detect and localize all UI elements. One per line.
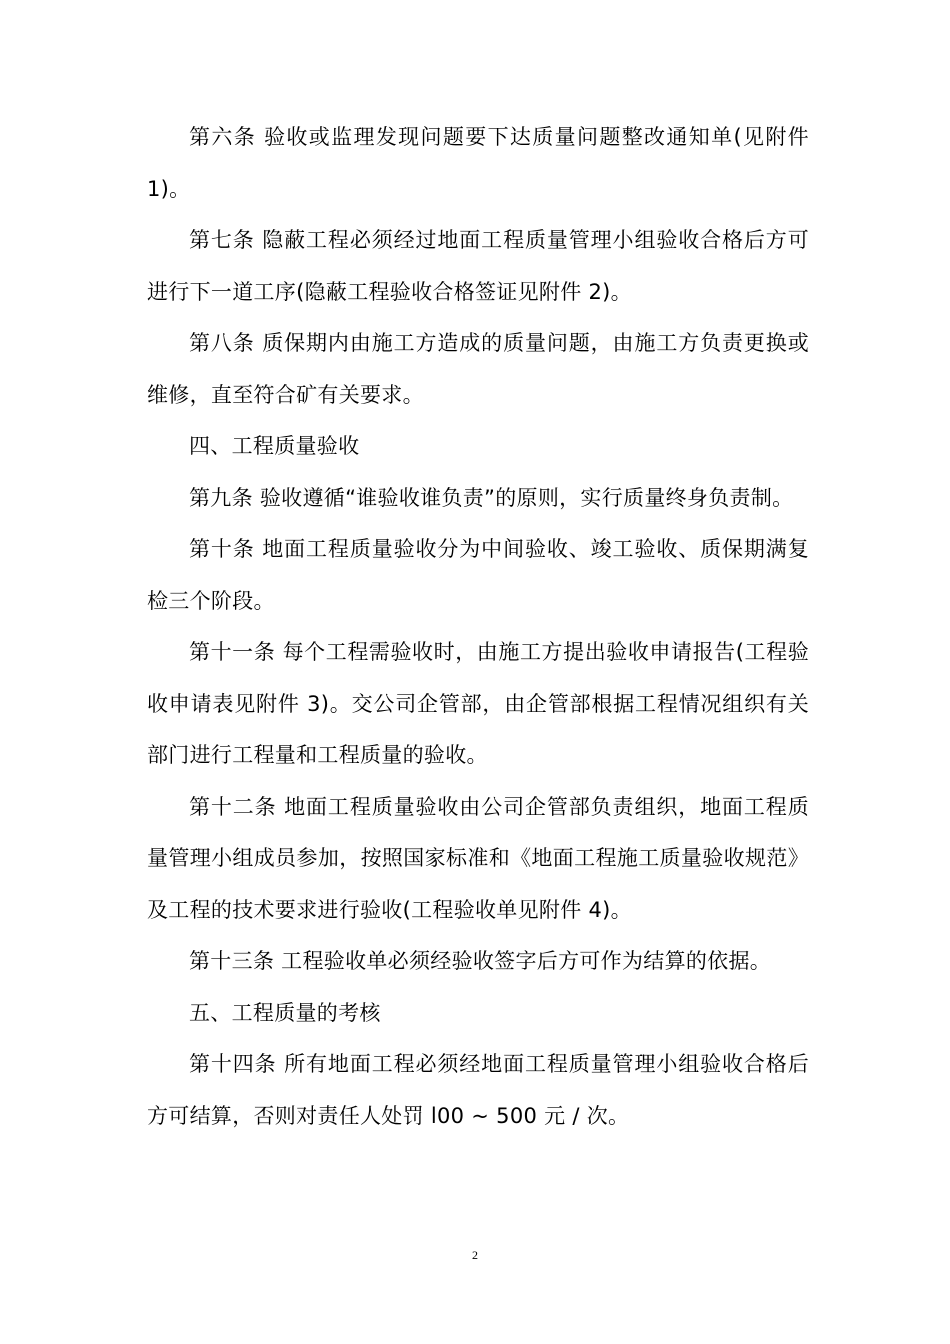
article-11-paragraph: 第十一条 每个工程需验收时，由施工方提出验收申请报告(工程验收申请表见附件 3)。交公司企管部，由企管部根据工程情况组织有关部门进行工程量和工程质量的验收。 xyxy=(147,640,809,767)
article-7-paragraph: 第七条 隐蔽工程必须经过地面工程质量管理小组验收合格后方可进行下一道工序(隐蔽工程验收合格签证见附件 2)。 xyxy=(147,228,809,304)
document-body xyxy=(147,112,809,1142)
article-10-paragraph: 第十条 地面工程质量验收分为中间验收、竣工验收、质保期满复检三个阶段。 xyxy=(147,537,809,613)
section-5-heading: 五、工程质量的考核 xyxy=(189,1000,381,1025)
article-14-paragraph: 第十四条 所有地面工程必须经地面工程质量管理小组验收合格后方可结算，否则对责任人处罚 l00 ~ 500 元 / 次。 xyxy=(147,1052,809,1128)
section-4-heading: 四、工程质量验收 xyxy=(189,434,360,458)
article-8-paragraph: 第八条 质保期内由施工方造成的质量问题，由施工方负责更换或维修，直至符合矿有关要求。 xyxy=(147,331,809,407)
article-6-paragraph: 第六条 验收或监理发现问题要下达质量问题整改通知单(见附件 1)。 xyxy=(147,125,809,201)
article-12-paragraph: 第十二条 地面工程质量验收由公司企管部负责组织，地面工程质量管理小组成员参加，按照国家标准和《地面工程施工质量验收规范》及工程的技术要求进行验收(工程验收单见附件 4)。 xyxy=(147,794,809,922)
article-9-paragraph: 第九条 验收遵循“谁验收谁负责”的原则，实行质量终身负责制。 xyxy=(189,485,794,510)
page-number: 2 xyxy=(472,1248,478,1262)
article-13-paragraph: 第十三条 工程验收单必须经验收签字后方可作为结算的依据。 xyxy=(189,949,772,973)
